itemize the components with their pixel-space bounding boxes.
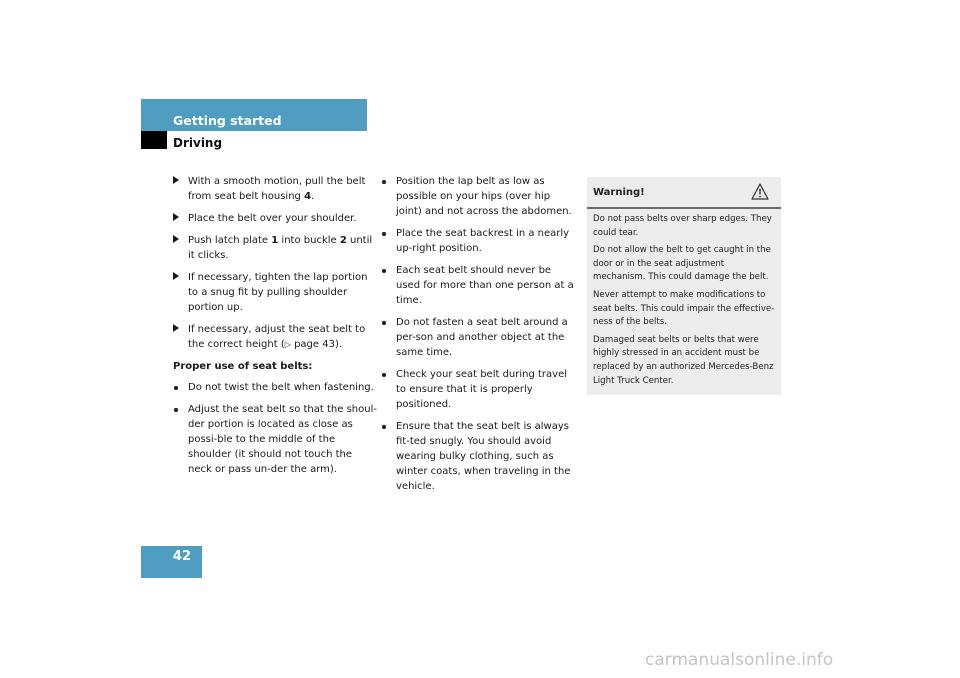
step-triangle-icon	[173, 324, 179, 332]
step-triangle-icon	[173, 235, 179, 243]
bullet-item: Check your seat belt during travel to ensure that it is properly positioned.	[381, 367, 576, 412]
bullet-dot-icon	[382, 232, 386, 236]
bullet-item: Position the lap belt as low as possible on your hips (over hip joint) and not across the abdomen.	[381, 174, 576, 219]
step-item: If necessary, tighten the lap portion to a snug fit by pulling shoulder portion up.	[173, 270, 378, 315]
watermark: carmanualsonline.info	[645, 650, 834, 670]
step-triangle-icon	[173, 272, 179, 280]
bullet-dot-icon	[382, 425, 386, 429]
warning-paragraph: Damaged seat belts or belts that were highly stressed in an accident must be replaced by an authorized Mercedes-Benz Light Truck Center.	[593, 334, 774, 386]
left-column	[173, 174, 378, 484]
bullet-item: Each seat belt should never be used for more than one person at a time.	[381, 263, 576, 308]
bullet-dot-icon	[174, 386, 178, 390]
warning-paragraph: Do not pass belts over sharp edges. They could tear.	[593, 214, 772, 238]
warning-paragraph: Never attempt to make modifications to seat belts. This could impair the effective-ness of the belts.	[593, 289, 775, 328]
bullet-item: Do not twist the belt when fastening.	[173, 380, 378, 395]
subsection-title: Driving	[173, 136, 223, 150]
section-heading: Proper use of seat belts:	[173, 361, 313, 372]
step-item: Place the belt over your shoulder.	[173, 211, 378, 226]
bullet-dot-icon	[382, 321, 386, 325]
warning-triangle-icon	[751, 183, 769, 200]
step-item: Push latch plate 1 into buckle 2 until it clicks.	[173, 233, 378, 263]
page-ref-arrow-icon: ▷	[284, 340, 291, 349]
bullet-dot-icon	[382, 269, 386, 273]
warning-body	[593, 213, 777, 392]
middle-column	[381, 174, 576, 501]
bullet-item: Adjust the seat belt so that the shoul-der portion is located as close as possi-ble to the middle of the shoulder (it should not touch the neck or pass un-der the arm).	[173, 402, 378, 477]
step-triangle-icon	[173, 176, 179, 184]
bullet-dot-icon	[382, 180, 386, 184]
warning-paragraph: Do not allow the belt to get caught in the door or in the seat adjustment mechanism. This could damage the belt.	[593, 245, 771, 283]
bullet-item: Do not fasten a seat belt around a per-son and another object at the same time.	[381, 315, 576, 360]
bullet-item: Ensure that the seat belt is always fit-ted snugly. You should avoid wearing bulky clothing, such as winter coats, when traveling in the vehicle.	[381, 419, 576, 494]
header-marker	[141, 131, 167, 149]
bullet-item: Place the seat backrest in a nearly up-right position.	[381, 226, 576, 256]
step-item: With a smooth motion, pull the belt from seat belt housing 4.	[173, 174, 378, 204]
warning-header	[587, 177, 781, 209]
section-title: Getting started	[173, 113, 282, 128]
bullet-dot-icon	[382, 373, 386, 377]
bullet-dot-icon	[174, 408, 178, 412]
page-number: 42	[172, 549, 191, 564]
warning-title: Warning!	[593, 187, 645, 198]
warning-box	[587, 177, 781, 395]
step-item: If necessary, adjust the seat belt to the correct height (▷ page 43).	[173, 322, 378, 352]
step-triangle-icon	[173, 213, 179, 221]
